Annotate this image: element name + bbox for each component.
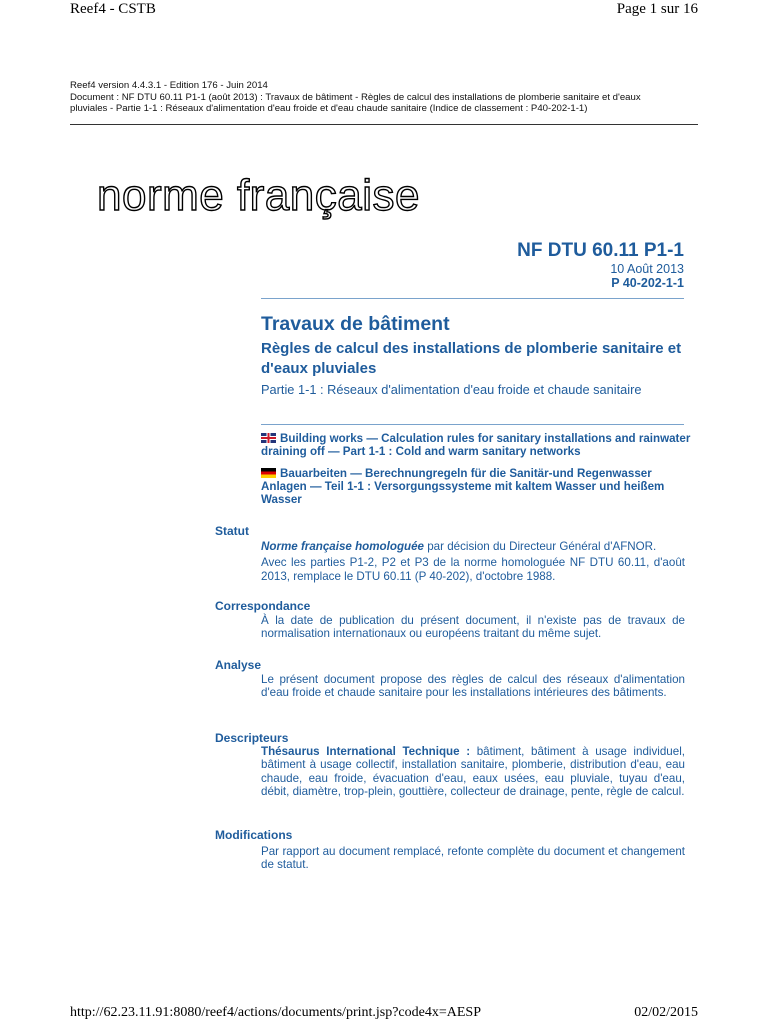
- header-divider: [70, 124, 698, 125]
- print-header-page: Page 1 sur 16: [616, 1, 698, 17]
- main-title: Travaux de bâtiment: [261, 313, 450, 335]
- publication-date: 10 Août 2013: [610, 262, 684, 276]
- statut-heading: Statut: [215, 524, 249, 538]
- reef-info: [70, 80, 700, 115]
- statut-line-1: [261, 540, 685, 553]
- print-footer-date: 02/02/2015: [634, 1005, 698, 1020]
- english-title: [261, 432, 691, 458]
- german-title-text: Bauarbeiten — Berechnungregeln für die Sanitär-und Regenwasser Anlagen — Teil 1-1 : Versorgungssysteme mit kaltem Wasser und heißem Wasser: [261, 467, 665, 506]
- modifications-heading: Modifications: [215, 828, 293, 842]
- descripteurs-heading: Descripteurs: [215, 731, 289, 745]
- descripteurs-text: bâtiment, bâtiment à usage individuel, bâtiment à usage collectif, installation sanitaire, plomberie, distribution d'eau, eau chaude, eau froide, évacuation d'eau, eaux usées, eau pluviale, tuyau d'eau, débit, diamètre, trop-plein, gouttière, collecteur de drainage, pente, règle de calcul.: [261, 745, 685, 798]
- classification-index: P 40-202-1-1: [611, 276, 684, 290]
- standard-code: NF DTU 60.11 P1-1: [517, 240, 684, 261]
- part-title: Partie 1-1 : Réseaux d'alimentation d'eau froide et chaude sanitaire: [261, 382, 642, 397]
- german-flag-icon: [261, 468, 276, 478]
- reef-version: Reef4 version 4.4.3.1 - Edition 176 - Juin 2014: [70, 80, 268, 91]
- descripteurs-label: Thésaurus International Technique :: [261, 745, 471, 758]
- german-title: [261, 467, 691, 506]
- correspondance-heading: Correspondance: [215, 599, 311, 613]
- analyse-body: Le présent document propose des règles de calcul des réseaux d'alimentation d'eau froide et chaude sanitaire pour les installations intérieures des bâtiments.: [261, 673, 685, 700]
- reference-block: [517, 240, 684, 290]
- uk-flag-icon: [261, 433, 276, 443]
- english-title-text: Building works — Calculation rules for sanitary installations and rainwater draining off — Part 1-1 : Cold and warm sanitary networks: [261, 432, 691, 458]
- print-header-title: Reef4 - CSTB: [70, 1, 156, 17]
- modifications-body: Par rapport au document remplacé, refonte complète du document et changement de statut.: [261, 845, 685, 872]
- reef-document-line-2: pluviales - Partie 1-1 : Réseaux d'alimentation d'eau froide et d'eau chaude sanitaire (Indice de classement : P40-202-1-1): [70, 103, 588, 114]
- sub-title: Règles de calcul des installations de plomberie sanitaire et d'eaux pluviales: [261, 340, 682, 377]
- statut-body: [261, 540, 685, 583]
- correspondance-body: À la date de publication du présent document, il n'existe pas de travaux de normalisation internationaux ou européens traitant du même sujet.: [261, 614, 685, 641]
- analyse-heading: Analyse: [215, 658, 262, 672]
- print-footer-url[interactable]: http://62.23.11.91:8080/reef4/actions/documents/print.jsp?code4x=AESP: [70, 1005, 481, 1020]
- title-divider-top: [261, 298, 684, 299]
- statut-text-1: par décision du Directeur Général d'AFNOR.: [424, 540, 657, 553]
- title-block: [261, 312, 691, 397]
- descripteurs-body: [261, 745, 685, 798]
- norme-francaise-banner: norme française: [97, 171, 420, 220]
- reef-document-line: Document : NF DTU 60.11 P1-1 (août 2013) : Travaux de bâtiment - Règles de calcul des installations de plomberie sanitaire et d'eaux: [70, 91, 641, 103]
- statut-text-2: Avec les parties P1-2, P2 et P3 de la norme homologuée NF DTU 60.11, d'août 2013, remplace le DTU 60.11 (P 40-202), d'octobre 1988.: [261, 556, 685, 583]
- title-divider-bottom: [261, 424, 684, 425]
- statut-emphasis: Norme française homologuée: [261, 540, 424, 553]
